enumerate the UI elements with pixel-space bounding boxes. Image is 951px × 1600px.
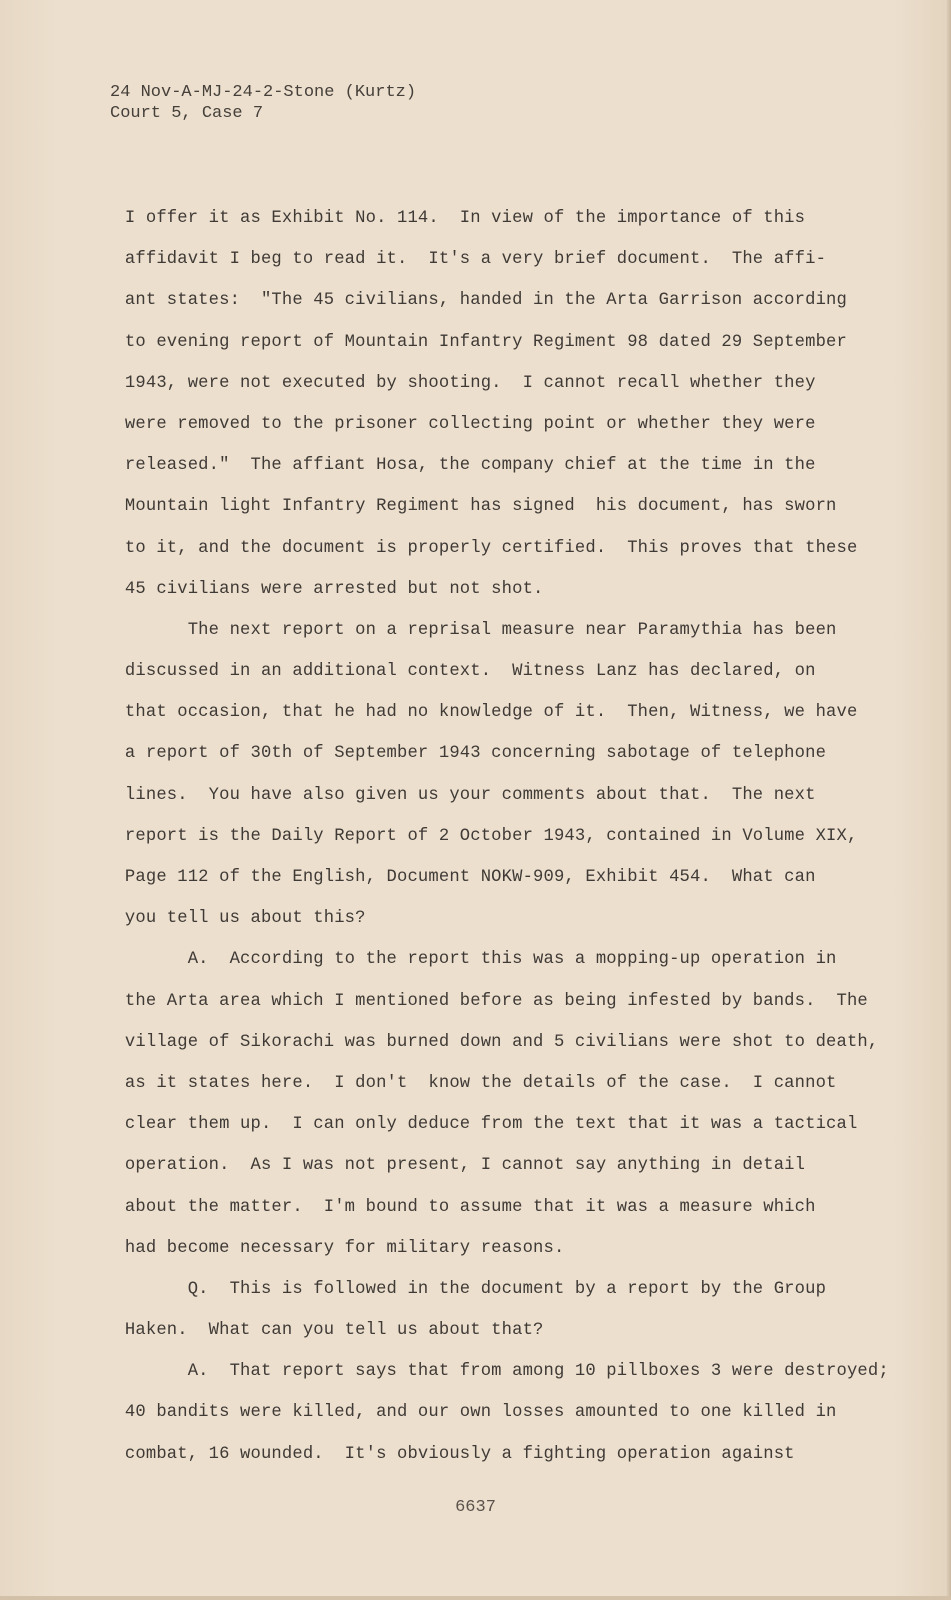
text-line: Mountain light Infantry Regiment has signed his document, has sworn (104, 497, 837, 517)
paper-edge-right (945, 0, 951, 1600)
text-line: combat, 16 wounded. It's obviously a fighting operation against (104, 1444, 795, 1464)
text-line: you tell us about this? (104, 909, 366, 929)
text-line: Q. This is followed in the document by a report by the Group (104, 1279, 827, 1299)
text-line: Haken. What can you tell us about that? (104, 1321, 544, 1341)
header-court-case-line: Court 5, Case 7 (110, 104, 264, 123)
text-line: lines. You have also given us your comments about that. The next (104, 785, 816, 805)
document-header (110, 82, 416, 124)
text-line: village of Sikorachi was burned down and 5 civilians were shot to death, (104, 1032, 879, 1052)
paper-edge-bottom (0, 1596, 951, 1600)
text-line: affidavit I beg to read it. It's a very brief document. The affi- (104, 250, 827, 270)
text-line: to evening report of Mountain Infantry Regiment 98 dated 29 September (104, 332, 847, 352)
text-line: had become necessary for military reasons. (104, 1238, 565, 1258)
page-number: 6637 (455, 1498, 496, 1517)
text-line: released." The affiant Hosa, the company chief at the time in the (104, 456, 816, 476)
text-line: discussed in an additional context. Witness Lanz has declared, on (104, 662, 816, 682)
text-line: the Arta area which I mentioned before as being infested by bands. The (104, 991, 868, 1011)
text-line: operation. As I was not present, I cannot say anything in detail (104, 1156, 806, 1176)
text-line: to it, and the document is properly certified. This proves that these (104, 538, 858, 558)
text-line: clear them up. I can only deduce from the text that it was a tactical (104, 1115, 858, 1135)
text-line: The next report on a reprisal measure near Paramythia has been (104, 620, 837, 640)
text-line: 45 civilians were arrested but not shot. (104, 579, 544, 599)
text-line: ant states: "The 45 civilians, handed in the Arta Garrison according (104, 291, 847, 311)
text-line: 40 bandits were killed, and our own losses amounted to one killed in (104, 1403, 837, 1423)
text-line: were removed to the prisoner collecting point or whether they were (104, 414, 816, 434)
text-line: that occasion, that he had no knowledge of it. Then, Witness, we have (104, 703, 858, 723)
text-line: Page 112 of the English, Document NOKW-909, Exhibit 454. What can (104, 868, 816, 887)
header-reference-line: 24 Nov-A-MJ-24-2-Stone (Kurtz) (110, 83, 417, 102)
transcript-body (104, 198, 889, 1475)
text-line: A. That report says that from among 10 pillboxes 3 were destroyed; (104, 1362, 889, 1382)
text-line: a report of 30th of September 1943 concerning sabotage of telephone (104, 744, 827, 764)
text-line: A. According to the report this was a mopping-up operation in (104, 950, 837, 970)
text-line: I offer it as Exhibit No. 114. In view of the importance of this (104, 209, 806, 228)
text-line: 1943, were not executed by shooting. I cannot recall whether they (104, 373, 816, 393)
text-line: about the matter. I'm bound to assume that it was a measure which (104, 1197, 816, 1217)
text-line: report is the Daily Report of 2 October 1943, contained in Volume XIX, (104, 826, 858, 846)
text-line: as it states here. I don't know the details of the case. I cannot (104, 1073, 837, 1093)
